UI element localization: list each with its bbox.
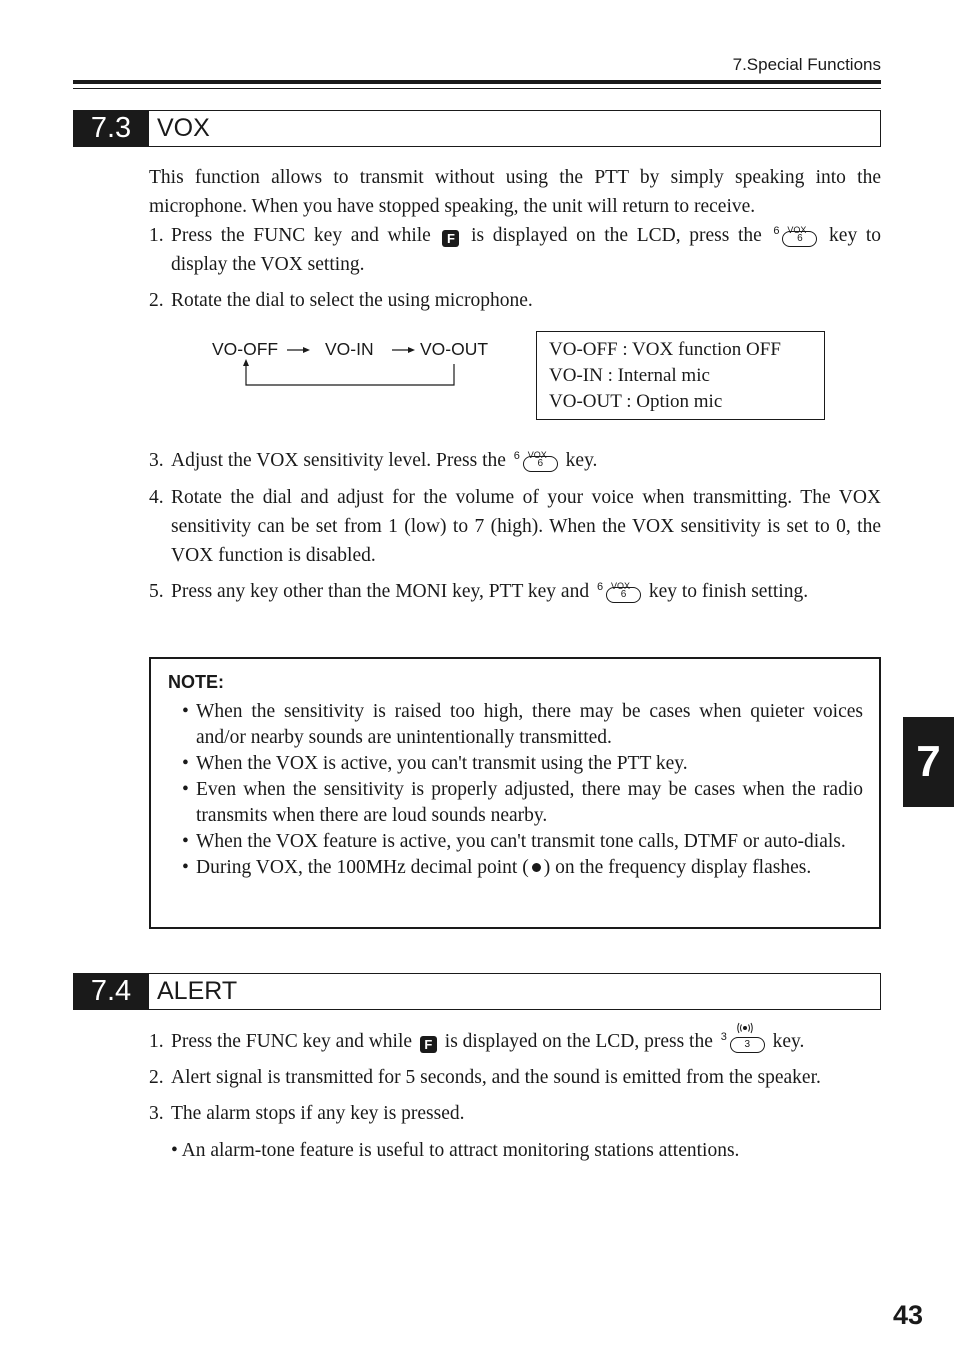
key-digit: 6	[513, 450, 520, 462]
legend-item: VO-OUT : Option mic	[549, 391, 723, 412]
alert-key-icon	[721, 1027, 765, 1053]
key-sublabel: VOX	[527, 450, 547, 460]
key-pill: 6	[523, 456, 558, 472]
note-item: • During VOX, the 100MHz decimal point ( ) on the frequency display flashes.	[182, 857, 812, 878]
step-number: 3.	[149, 450, 164, 471]
chapter-tab: 7	[903, 717, 954, 807]
vox-step-1	[149, 221, 881, 279]
header-rule-thin	[73, 88, 881, 89]
header-rule-thick	[73, 80, 881, 84]
step-text: is displayed on the LCD, press the	[444, 1031, 713, 1052]
bullet: •	[171, 1140, 178, 1161]
legend-item: VO-OFF : VOX function OFF	[549, 339, 781, 360]
key-pill: 6	[782, 231, 817, 247]
flow-arrows	[200, 335, 500, 395]
section-title: VOX	[157, 114, 210, 142]
vox-key-icon	[514, 446, 558, 472]
vox-key-icon	[597, 577, 641, 603]
step-text: key.	[565, 450, 598, 471]
step-text: key to finish setting.	[648, 581, 809, 602]
step-number: 2.	[149, 290, 164, 311]
alert-tip	[171, 1136, 881, 1165]
key-digit: 6	[596, 581, 604, 593]
decimal-point-icon	[532, 863, 541, 872]
step-text: Press the FUNC key and while	[171, 225, 431, 246]
note-item: • When the VOX is active, you can't transmit using the PTT key.	[182, 753, 688, 774]
vox-step-5	[149, 577, 881, 606]
step-text: is displayed on the LCD, press the	[471, 225, 762, 246]
key-pill: 6	[606, 587, 641, 603]
step-text: key to display the VOX setting.	[171, 225, 882, 275]
step-number: 1.	[149, 1031, 164, 1052]
mic-legend-box	[536, 331, 825, 420]
alert-step-1	[149, 1027, 881, 1056]
flow-vo-out: VO-OUT	[420, 339, 489, 359]
flow-vo-in: VO-IN	[325, 339, 374, 359]
step-text: Rotate the dial to select the using microphone.	[171, 290, 533, 311]
page-number: 43	[892, 1300, 923, 1330]
flow-arrow-off-to-in	[287, 347, 310, 353]
step-text: The alarm stops if any key is pressed.	[171, 1103, 465, 1124]
step-text: Press the FUNC key and while	[171, 1031, 413, 1052]
alert-step-3	[149, 1099, 881, 1128]
vox-step-2	[149, 286, 881, 315]
flow-vo-off: VO-OFF	[212, 339, 279, 359]
section-title: ALERT	[157, 977, 238, 1005]
running-header: 7.Special Functions	[732, 55, 881, 74]
legend-item: VO-IN : Internal mic	[549, 365, 710, 386]
step-text: key.	[772, 1031, 805, 1052]
key-digit: 6	[773, 225, 780, 237]
alert-step-2	[149, 1063, 881, 1092]
section-title-box	[149, 110, 881, 147]
step-number: 2.	[149, 1067, 164, 1088]
step-text: Alert signal is transmitted for 5 seconds, and the sound is emitted from the speaker.	[171, 1067, 821, 1088]
step-text: Press any key other than the MONI key, PTT key and	[171, 581, 590, 602]
note-title: NOTE:	[168, 672, 224, 692]
vox-step-4	[149, 483, 881, 570]
alarm-wave-icon	[735, 1022, 755, 1034]
note-item: • When the sensitivity is raised too high, there may be cases when quieter voices and/or nearby sounds are unintentionally transmitted.	[182, 701, 863, 748]
note-item: • Even when the sensitivity is properly adjusted, there may be cases when the radio transmits when there are loud sounds nearby.	[182, 779, 863, 826]
flow-return-arrow	[243, 359, 454, 385]
step-number: 4.	[149, 487, 164, 508]
section-heading-vox	[73, 110, 881, 146]
f-indicator-icon: F	[442, 230, 459, 247]
step-number: 1.	[149, 225, 164, 246]
step-number: 3.	[149, 1103, 164, 1124]
vox-intro: This function allows to transmit without using the PTT by simply speaking into the microphone. When you have stopped speaking, the unit will return to receive.	[149, 167, 881, 217]
key-sublabel: VOX	[787, 225, 807, 235]
section-number: 7.3	[73, 110, 149, 147]
vox-step-3	[149, 446, 881, 475]
note-item: • When the VOX feature is active, you can't transmit tone calls, DTMF or auto-dials.	[182, 831, 846, 852]
vox-key-icon	[773, 221, 817, 247]
section-heading-alert	[73, 973, 881, 1009]
step-text: Rotate the dial and adjust for the volume of your voice when transmitting. The VOX sensitivity can be set from 1 (low) to 7 (high). When the VOX sensitivity is set to 0, the VOX function is disabled.	[171, 487, 881, 566]
note-list	[182, 699, 863, 881]
key-pill: 3	[730, 1037, 765, 1053]
key-digit: 3	[720, 1031, 727, 1043]
f-indicator-icon: F	[420, 1036, 437, 1053]
tip-text: An alarm-tone feature is useful to attract monitoring stations attentions.	[181, 1140, 740, 1161]
section-title-box	[149, 973, 881, 1010]
step-number: 5.	[149, 581, 164, 602]
key-sublabel: VOX	[610, 581, 630, 591]
note-box	[149, 657, 881, 929]
step-text: Adjust the VOX sensitivity level. Press the	[171, 450, 506, 471]
section-number: 7.4	[73, 973, 149, 1010]
flow-arrow-in-to-out	[392, 347, 415, 353]
